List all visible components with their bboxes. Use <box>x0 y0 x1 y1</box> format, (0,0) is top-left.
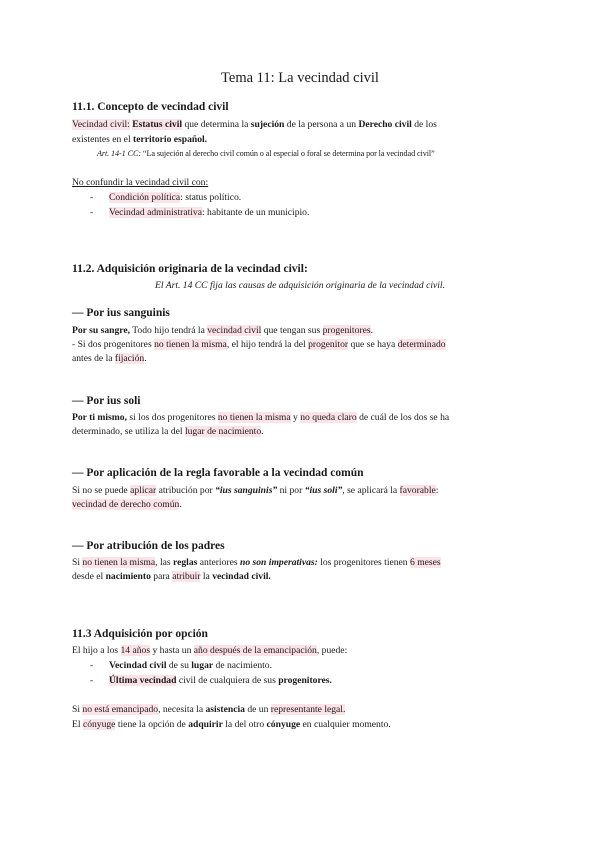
article-reference: Art. 14-1 CC: <box>97 149 141 158</box>
padres-line-1: Si no tienen la misma, las reglas anteriores no son imperativas: los progenitores tienen 6 meses <box>72 557 441 568</box>
subsection-heading-soli: — Por ius soli <box>72 395 141 407</box>
subsection-heading-padres: — Por atribución de los padres <box>72 540 225 552</box>
section-subtitle: El Art. 14 CC fija las causas de adquisición originaria de la vecindad civil. <box>154 280 445 291</box>
term-estatus-civil: Estatus civil <box>132 119 183 130</box>
term-territorio-espanol: territorio español. <box>133 134 208 145</box>
spouse-note: El cónyuge tiene la opción de adquirir la del otro cónyuge en cualquier momento. <box>72 719 391 730</box>
sanguinis-line-1: Por su sangre, Todo hijo tendrá la vecindad civil que tengan sus progenitores. <box>72 325 373 336</box>
favorable-line-2: vecindad de derecho común. <box>72 499 182 510</box>
subsection-heading-favorable: — Por aplicación de la regla favorable a la vecindad común <box>72 467 364 479</box>
subsection-heading-sanguinis: — Por ius sanguinis <box>72 307 170 319</box>
list-item: - Última vecindad civil de cualquiera de sus progenitores. <box>90 675 332 686</box>
section-heading-11-3: 11.3 Adquisición por opción <box>72 628 208 640</box>
note-heading: No confundir la vecindad civil con: <box>72 177 209 188</box>
article-text: “La sujeción al derecho civil común o al especial o foral se determina por la vecindad civil” <box>140 149 435 158</box>
term-vecindad-civil: Vecindad civil: <box>72 119 130 130</box>
concept-paragraph-cont: existentes en el territorio español. <box>72 134 208 145</box>
favorable-line-1: Si no se puede aplicar atribución por “ius sanguinis” ni por “ius soli”, se aplicará la favorable: <box>72 485 439 496</box>
term-derecho-civil: Derecho civil <box>358 119 412 130</box>
section-heading-11-2: 11.2. Adquisición originaria de la vecindad civil: <box>72 263 308 275</box>
list-item: - Vecindad civil de su lugar de nacimiento. <box>90 660 272 671</box>
option-intro: El hijo a los 14 años y hasta un año después de la emancipación, puede: <box>72 645 348 656</box>
list-item: - Vecindad administrativa: habitante de un municipio. <box>90 207 310 218</box>
padres-line-2: desde el nacimiento para atribuir la vecindad civil. <box>72 571 271 582</box>
section-heading-11-1: 11.1. Concepto de vecindad civil <box>72 101 229 113</box>
sanguinis-line-2: - Si dos progenitores no tienen la misma, el hijo tendrá la del progenitor que se haya determinado <box>72 339 446 350</box>
page-title: Tema 11: La vecindad civil <box>221 70 379 86</box>
concept-paragraph: Vecindad civil: Estatus civil que determina la sujeción de la persona a un Derecho civil de los <box>72 119 437 130</box>
article-quote <box>97 149 435 158</box>
soli-line-1: Por ti mismo, si los dos progenitores no tienen la misma y no queda claro de cuál de los dos se ha <box>72 412 450 423</box>
emancipation-note: Si no está emancipado, necesita la asistencia de un representante legal. <box>72 704 346 715</box>
list-item: - Condición política: status político. <box>90 192 242 203</box>
soli-line-2: determinado, se utiliza la del lugar de nacimiento. <box>72 426 264 437</box>
term-sujecion: sujeción <box>250 119 285 130</box>
sanguinis-line-3: antes de la fijación. <box>72 353 147 364</box>
